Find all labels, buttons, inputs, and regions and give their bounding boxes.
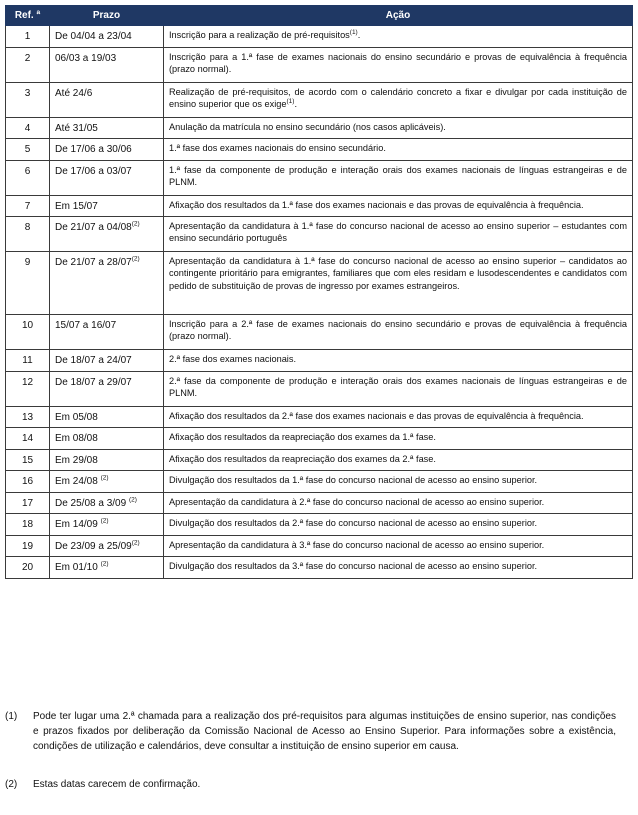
table-row [6, 492, 633, 514]
header-prazo: Prazo [50, 6, 164, 26]
cell-ref: 7 [6, 195, 50, 217]
cell-ref: 3 [6, 82, 50, 117]
footnote-ref: (2) [131, 255, 140, 263]
cell-prazo [50, 252, 164, 315]
cell-prazo [50, 26, 164, 48]
prazo-text: 06/03 a 19/03 [55, 52, 117, 64]
acao-text: Apresentação da candidatura à 1.ª fase do concurso nacional de acesso ao ensino superior – candidatos ao contingente prioritário para emigrantes, familiares que com eles residam e lusodescendentes e candidatos com pedido de substituição de provas de ingresso por exames estrangeiros. [169, 256, 627, 291]
cell-acao [164, 82, 633, 117]
cell-acao [164, 428, 633, 450]
cell-acao [164, 514, 633, 536]
cell-ref: 1 [6, 26, 50, 48]
cell-prazo [50, 428, 164, 450]
acao-text: Divulgação dos resultados da 3.ª fase do concurso nacional de acesso ao ensino superior. [169, 561, 538, 571]
cell-prazo [50, 371, 164, 406]
cell-ref: 11 [6, 350, 50, 372]
cell-ref: 13 [6, 406, 50, 428]
cell-acao [164, 449, 633, 471]
acao-text: Apresentação da candidatura à 1.ª fase do concurso nacional de acesso ao ensino superior – estudantes com ensino secundário português [169, 221, 627, 244]
prazo-text: Em 24/08 [55, 476, 101, 487]
prazo-text: De 21/07 a 28/07 [55, 257, 132, 268]
acao-text: 2.ª fase da componente de produção e interação orais dos exames nacionais de línguas estrangeiras e de PLNM. [169, 375, 627, 398]
footnote-2 [5, 777, 630, 792]
acao-text: 1.ª fase dos exames nacionais do ensino secundário. [169, 143, 386, 153]
cell-acao [164, 47, 633, 82]
table-row [6, 139, 633, 161]
prazo-text: Em 08/08 [55, 433, 98, 444]
cell-acao [164, 217, 633, 252]
table-row [6, 514, 633, 536]
prazo-text: De 17/06 a 03/07 [55, 165, 132, 177]
footnote-text: Pode ter lugar uma 2.ª chamada para a realização dos pré-requisitos para algumas instituições de ensino superior, nas condições e prazos fixados por deliberação da Comissão Nacional de Acesso ao Ensino Superior. Para informações sobre a existência, condições de utilização e calendários, deve consultar a instituição de ensino superior em causa. [33, 711, 616, 752]
cell-acao [164, 557, 633, 579]
cell-prazo [50, 557, 164, 579]
cell-ref: 9 [6, 252, 50, 315]
cell-prazo [50, 406, 164, 428]
cell-ref: 8 [6, 217, 50, 252]
prazo-text: De 23/09 a 25/09 [55, 540, 132, 552]
acao-text: Afixação dos resultados da reapreciação dos exames da 2.ª fase. [169, 453, 436, 464]
cell-prazo [50, 535, 164, 557]
cell-acao [164, 252, 633, 315]
cell-prazo [50, 471, 164, 493]
prazo-text: Até 31/05 [55, 122, 98, 134]
cell-ref: 12 [6, 371, 50, 406]
footnote-ref: (2) [100, 517, 109, 525]
table-row [6, 557, 633, 579]
cell-acao [164, 371, 633, 406]
table-row [6, 26, 633, 48]
footnote-ref: (2) [131, 539, 140, 547]
table-row [6, 315, 633, 350]
cell-ref: 17 [6, 492, 50, 514]
prazo-text: De 17/06 a 30/06 [55, 144, 132, 155]
table-body [6, 26, 633, 579]
cell-ref: 18 [6, 514, 50, 536]
prazo-text: De 25/08 a 3/09 [55, 497, 129, 509]
cell-acao [164, 195, 633, 217]
acao-text: Afixação dos resultados da 2.ª fase dos exames nacionais e das provas de equivalência à frequência. [169, 410, 584, 421]
footnote-ref: (1) [286, 97, 295, 105]
table-row [6, 428, 633, 450]
cell-prazo [50, 160, 164, 195]
prazo-text: De 04/04 a 23/04 [55, 31, 132, 42]
cell-prazo [50, 117, 164, 139]
acao-text: Afixação dos resultados da 1.ª fase dos exames nacionais e das provas de equivalência à frequência. [169, 199, 584, 210]
table-row [6, 535, 633, 557]
cell-acao [164, 535, 633, 557]
footnote-ref: (2) [131, 220, 140, 228]
cell-acao [164, 26, 633, 48]
cell-prazo [50, 315, 164, 350]
cell-ref: 19 [6, 535, 50, 557]
footnote-ref: (2) [100, 474, 109, 482]
footnote-ref: (2) [100, 560, 109, 568]
cell-ref: 16 [6, 471, 50, 493]
cell-ref: 20 [6, 557, 50, 579]
footnote-ref: (2) [128, 496, 137, 504]
prazo-text: 15/07 a 16/07 [55, 320, 117, 331]
cell-acao [164, 315, 633, 350]
acao-text: Inscrição para a 2.ª fase de exames nacionais do ensino secundário e provas de equivalência à frequência (prazo normal). [169, 319, 627, 342]
cell-acao [164, 406, 633, 428]
acao-text: Realização de pré-requisitos, de acordo com o calendário concreto a fixar e divulgar por cada instituição de ensino superior que os exige [169, 86, 627, 109]
footnote-number: (1) [5, 711, 18, 722]
prazo-text: Em 05/08 [55, 411, 98, 423]
prazo-text: Em 29/08 [55, 454, 98, 466]
prazo-text: Em 01/10 [55, 562, 101, 573]
table-row [6, 47, 633, 82]
cell-ref: 5 [6, 139, 50, 161]
cell-acao [164, 471, 633, 493]
table-row [6, 471, 633, 493]
cell-prazo [50, 217, 164, 252]
acao-text: Divulgação dos resultados da 2.ª fase do concurso nacional de acesso ao ensino superior. [169, 518, 538, 528]
cell-ref: 4 [6, 117, 50, 139]
footnote-text: Estas datas carecem de confirmação. [33, 779, 201, 790]
table-row [6, 406, 633, 428]
cell-ref: 6 [6, 160, 50, 195]
cell-prazo [50, 195, 164, 217]
cell-prazo [50, 47, 164, 82]
footnote-1 [5, 709, 630, 754]
cell-prazo [50, 449, 164, 471]
acao-end: . [357, 30, 361, 40]
table-row [6, 217, 633, 252]
acao-text: Divulgação dos resultados da 1.ª fase do concurso nacional de acesso ao ensino superior. [169, 475, 538, 485]
cell-acao [164, 160, 633, 195]
table-row [6, 371, 633, 406]
table-row [6, 195, 633, 217]
table-row [6, 449, 633, 471]
acao-text: Anulação da matrícula no ensino secundário (nos casos aplicáveis). [169, 121, 446, 132]
acao-text: Apresentação da candidatura à 3.ª fase do concurso nacional de acesso ao ensino superior. [169, 539, 545, 550]
cell-acao [164, 117, 633, 139]
footnote-ref: (1) [349, 28, 358, 36]
cell-prazo [50, 82, 164, 117]
cell-prazo [50, 492, 164, 514]
footnote-number: (2) [5, 779, 18, 790]
prazo-text: Até 24/6 [55, 87, 93, 99]
cell-ref: 15 [6, 449, 50, 471]
acao-text: Inscrição para a 1.ª fase de exames nacionais do ensino secundário e provas de equivalência à frequência (prazo normal). [169, 51, 627, 74]
acao-text: Inscrição para a realização de pré-requisitos [169, 30, 350, 40]
schedule-table [5, 5, 633, 579]
cell-acao [164, 350, 633, 372]
cell-prazo [50, 350, 164, 372]
table-header-row [6, 6, 633, 26]
acao-text: 1.ª fase da componente de produção e interação orais dos exames nacionais de línguas estrangeiras e de PLNM. [169, 164, 627, 187]
header-acao: Ação [164, 6, 633, 26]
prazo-text: Em 15/07 [55, 200, 98, 212]
acao-text: Apresentação da candidatura à 2.ª fase do concurso nacional de acesso ao ensino superior. [169, 496, 545, 507]
table-row [6, 82, 633, 117]
table-row [6, 252, 633, 315]
prazo-text: De 18/07 a 24/07 [55, 355, 132, 366]
cell-ref: 2 [6, 47, 50, 82]
table-row [6, 350, 633, 372]
cell-prazo [50, 139, 164, 161]
acao-text: 2.ª fase dos exames nacionais. [169, 354, 296, 364]
cell-prazo [50, 514, 164, 536]
acao-end: . [294, 98, 297, 109]
footnotes [5, 709, 630, 792]
cell-acao [164, 492, 633, 514]
table-row [6, 117, 633, 139]
table-row [6, 160, 633, 195]
cell-ref: 10 [6, 315, 50, 350]
prazo-text: De 18/07 a 29/07 [55, 376, 132, 388]
header-ref: Ref. ª [6, 6, 50, 26]
acao-text: Afixação dos resultados da reapreciação dos exames da 1.ª fase. [169, 432, 436, 442]
cell-ref: 14 [6, 428, 50, 450]
prazo-text: De 21/07 a 04/08 [55, 222, 132, 233]
prazo-text: Em 14/09 [55, 519, 101, 530]
cell-acao [164, 139, 633, 161]
